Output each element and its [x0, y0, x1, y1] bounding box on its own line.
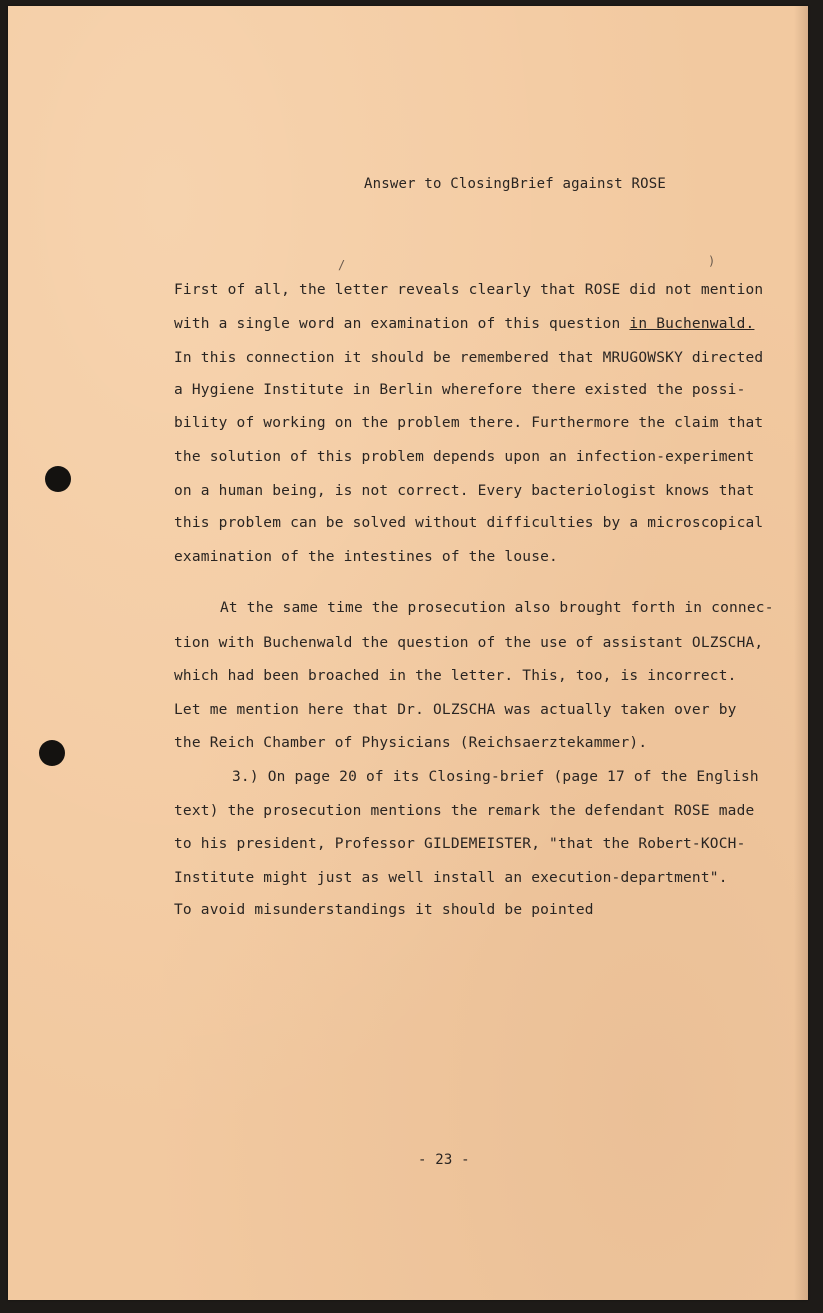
- stray-mark: /: [338, 258, 346, 272]
- paragraph-3-line: to his president, Professor GILDEMEISTER, "that the Robert-KOCH-: [174, 836, 746, 852]
- paragraph-1-line: examination of the intestines of the louse.: [174, 549, 558, 565]
- paragraph-2-line: At the same time the prosecution also brought forth in connec-: [220, 600, 774, 616]
- punch-hole: [39, 740, 65, 766]
- paragraph-2-line: the Reich Chamber of Physicians (Reichsaerztekammer).: [174, 735, 648, 751]
- document-page: [8, 6, 808, 1300]
- paragraph-2-line: which had been broached in the letter. This, too, is incorrect.: [174, 668, 737, 684]
- page-number: - 23 -: [418, 1152, 470, 1168]
- paragraph-1-line: the solution of this problem depends upon an infection-experiment: [174, 449, 755, 465]
- document-title: Answer to ClosingBrief against ROSE: [364, 176, 667, 192]
- stray-mark: ): [708, 254, 716, 268]
- paragraph-2-line: Let me mention here that Dr. OLZSCHA was actually taken over by: [174, 702, 737, 718]
- paragraph-3-line: text) the prosecution mentions the remark the defendant ROSE made: [174, 803, 755, 819]
- paragraph-1-line: a Hygiene Institute in Berlin wherefore there existed the possi-: [174, 382, 746, 398]
- page-edge-shadow: [794, 6, 808, 1300]
- paragraph-1-line: In this connection it should be remembered that MRUGOWSKY directed: [174, 350, 764, 366]
- paragraph-1-line: this problem can be solved without difficulties by a microscopical: [174, 515, 764, 531]
- punch-hole: [45, 466, 71, 492]
- paragraph-1-line: [174, 316, 754, 332]
- paragraph-3-line: Institute might just as well install an execution-department".: [174, 870, 728, 886]
- underlined-phrase: in Buchenwald.: [629, 316, 755, 332]
- paragraph-1-text: with a single word an examination of this question: [174, 316, 630, 332]
- paragraph-1-line: bility of working on the problem there. Furthermore the claim that: [174, 415, 764, 431]
- paragraph-2-line: tion with Buchenwald the question of the use of assistant OLZSCHA,: [174, 635, 764, 651]
- paragraph-3-line: 3.) On page 20 of its Closing-brief (page 17 of the English: [232, 769, 759, 785]
- paragraph-1-line: First of all, the letter reveals clearly that ROSE did not mention: [174, 282, 764, 298]
- paragraph-1-line: on a human being, is not correct. Every bacteriologist knows that: [174, 483, 755, 499]
- paragraph-3-line: To avoid misunderstandings it should be pointed: [174, 902, 594, 918]
